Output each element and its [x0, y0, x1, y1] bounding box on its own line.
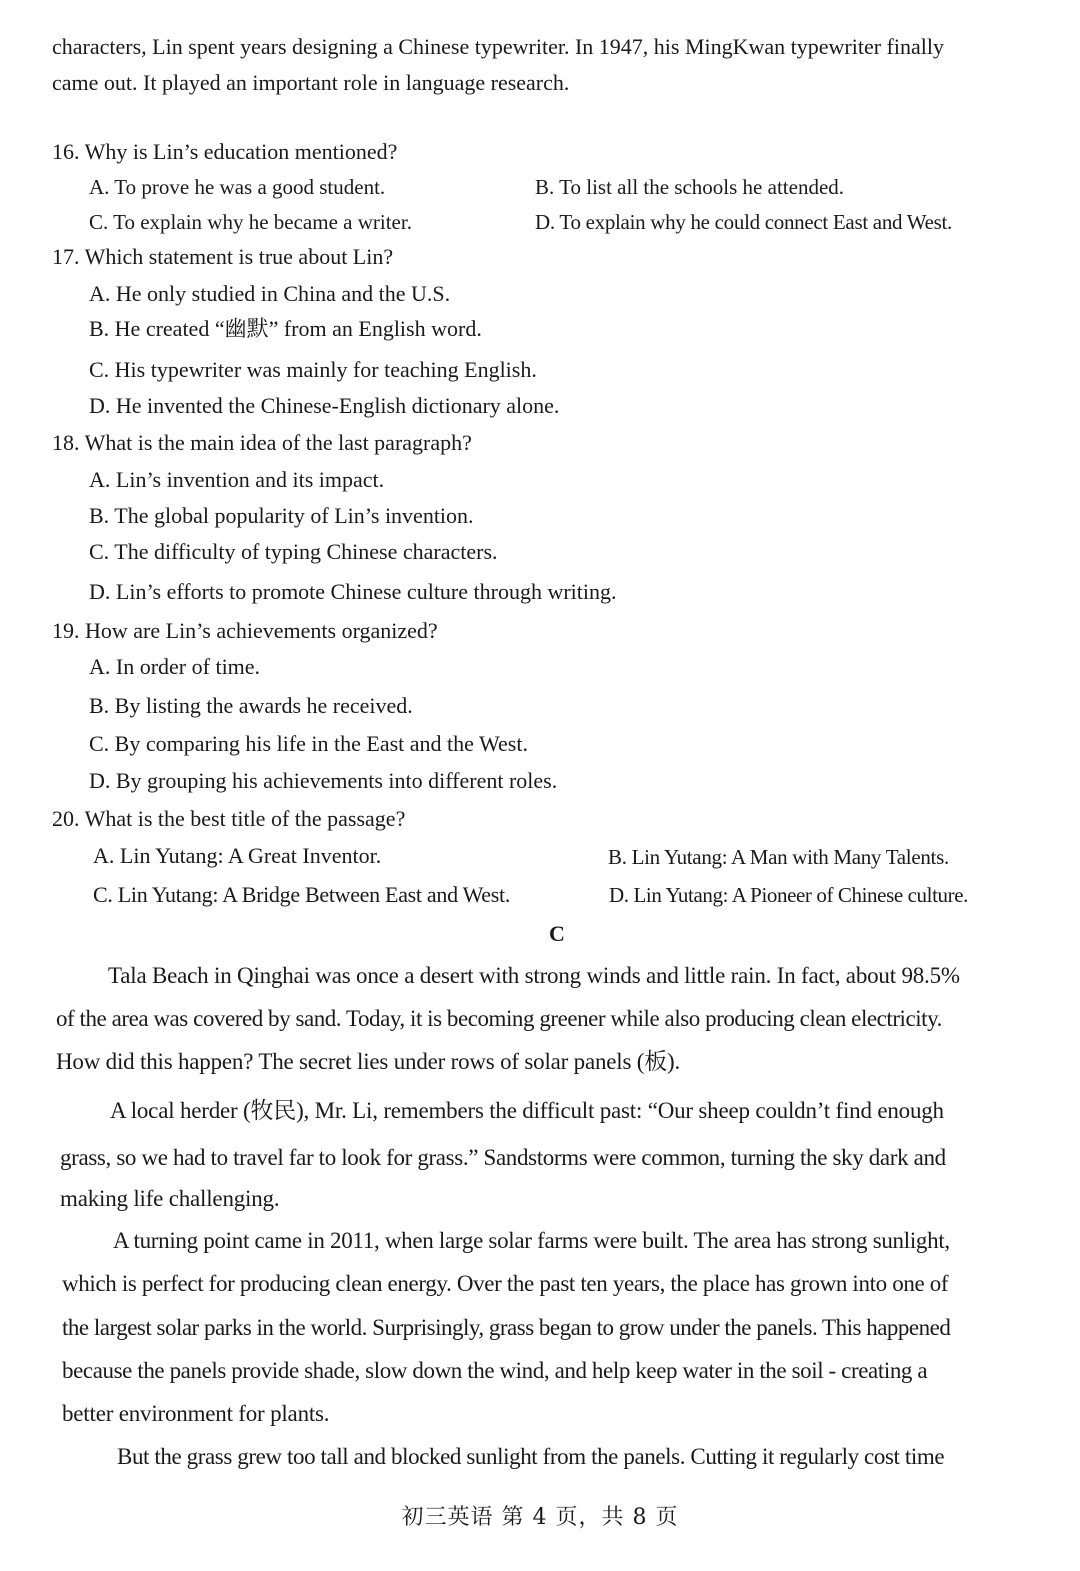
question-19-option-a: A. In order of time.	[89, 654, 261, 679]
intro-line-2: came out. It played an important role in language research.	[52, 70, 570, 95]
question-16-option-c: C. To explain why he became a writer.	[89, 210, 412, 234]
question-18-option-a: A. Lin’s invention and its impact.	[89, 467, 385, 492]
passage-c-p2-line-2: grass, so we had to travel far to look for grass.” Sandstorms were common, turning the sky dark and	[60, 1145, 946, 1170]
passage-c-p4-line-1: But the grass grew too tall and blocked sunlight from the panels. Cutting it regularly cost time	[117, 1444, 945, 1469]
question-16-option-b: B. To list all the schools he attended.	[535, 175, 845, 199]
question-19-stem: 19. How are Lin’s achievements organized?	[52, 618, 438, 643]
passage-c-p3-line-3: the largest solar parks in the world. Surprisingly, grass began to grow under the panels. This happened	[62, 1315, 951, 1340]
passage-c-p1-line-2: of the area was covered by sand. Today, it is becoming greener while also producing clean electricity.	[56, 1006, 942, 1031]
question-19-option-c: C. By comparing his life in the East and the West.	[89, 731, 528, 756]
question-16-stem: 16. Why is Lin’s education mentioned?	[52, 139, 398, 164]
passage-c-p1-line-3: How did this happen? The secret lies under rows of solar panels (板).	[56, 1049, 681, 1074]
question-18-option-d: D. Lin’s efforts to promote Chinese culture through writing.	[89, 579, 617, 604]
question-16-option-a: A. To prove he was a good student.	[89, 175, 386, 199]
question-19-option-d: D. By grouping his achievements into different roles.	[89, 768, 558, 793]
question-18-option-c: C. The difficulty of typing Chinese characters.	[89, 539, 498, 564]
page-footer: 初三英语 第 4 页，共 8 页	[401, 1505, 679, 1530]
passage-c-p1-line-1: Tala Beach in Qinghai was once a desert with strong winds and little rain. In fact, about 98.5%	[108, 963, 960, 988]
section-heading: C	[549, 921, 565, 946]
question-20-stem: 20. What is the best title of the passage?	[52, 806, 406, 831]
passage-c-p3-line-4: because the panels provide shade, slow down the wind, and help keep water in the soil - creating a	[62, 1358, 928, 1383]
passage-c-p2-line-1: A local herder (牧民), Mr. Li, remembers the difficult past: “Our sheep couldn’t find enough	[110, 1098, 944, 1123]
question-17-option-b: B. He created “幽默” from an English word.	[89, 316, 482, 341]
question-20-option-a: A. Lin Yutang: A Great Inventor.	[93, 843, 382, 868]
question-20-option-c: C. Lin Yutang: A Bridge Between East and West.	[93, 882, 511, 907]
question-20-option-b: B. Lin Yutang: A Man with Many Talents.	[608, 845, 949, 869]
question-19-option-b: B. By listing the awards he received.	[89, 693, 413, 718]
question-17-option-a: A. He only studied in China and the U.S.	[89, 281, 451, 306]
question-18-stem: 18. What is the main idea of the last paragraph?	[52, 430, 472, 455]
passage-c-p2-line-3: making life challenging.	[60, 1186, 280, 1211]
question-17-option-c: C. His typewriter was mainly for teaching English.	[89, 357, 537, 382]
question-17-stem: 17. Which statement is true about Lin?	[52, 244, 394, 269]
question-18-option-b: B. The global popularity of Lin’s invention.	[89, 503, 474, 528]
passage-c-p3-line-5: better environment for plants.	[62, 1401, 330, 1426]
passage-c-p3-line-1: A turning point came in 2011, when large solar farms were built. The area has strong sunlight,	[113, 1228, 950, 1253]
question-20-option-d: D. Lin Yutang: A Pioneer of Chinese culture.	[609, 883, 968, 907]
question-16-option-d: D. To explain why he could connect East and West.	[535, 210, 953, 234]
intro-line-1: characters, Lin spent years designing a Chinese typewriter. In 1947, his MingKwan typewriter finally	[52, 34, 944, 59]
question-17-option-d: D. He invented the Chinese-English dictionary alone.	[89, 393, 560, 418]
passage-c-p3-line-2: which is perfect for producing clean energy. Over the past ten years, the place has grown into one of	[62, 1271, 949, 1296]
